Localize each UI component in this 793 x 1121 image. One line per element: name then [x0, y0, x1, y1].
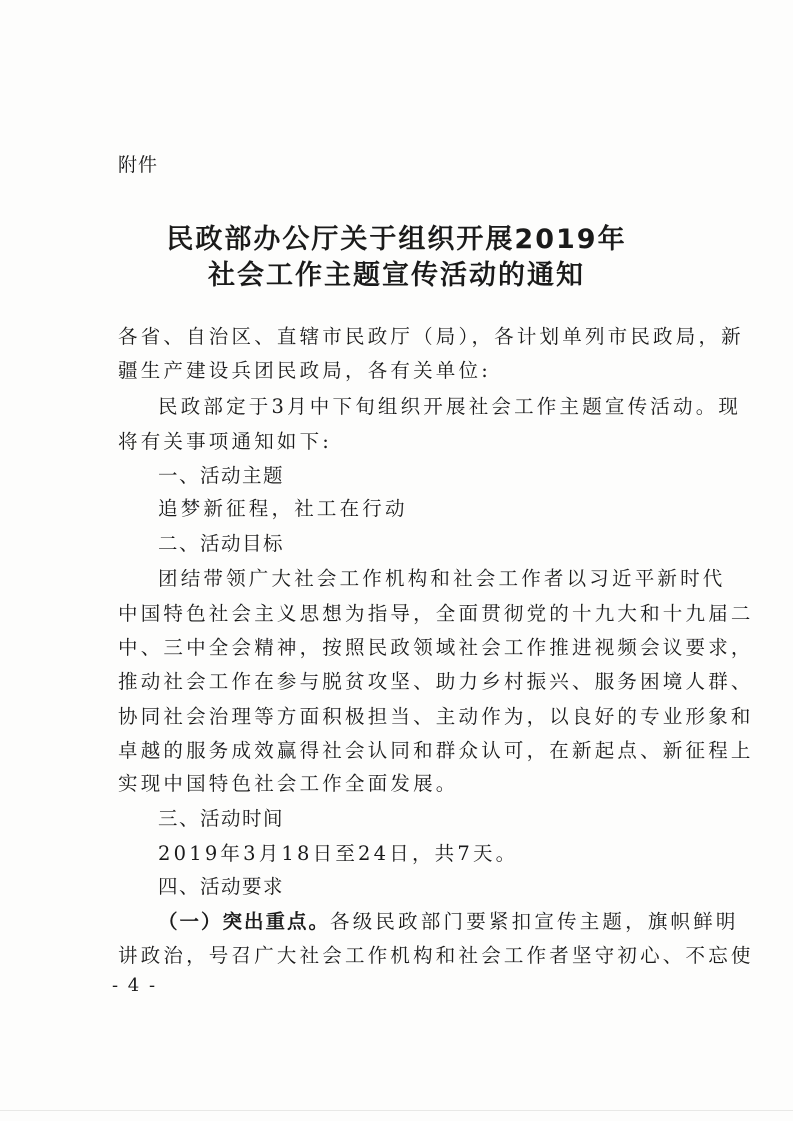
page-number: - 4 - — [112, 975, 158, 996]
attachment-label: 附件 — [118, 154, 159, 176]
document-title-line-1: 民政部办公厅关于组织开展2019年 — [166, 224, 627, 255]
section-3-text: 2019年3月18日至24日，共7天。 — [158, 842, 519, 865]
section-2-line: 团结带领广大社会工作机构和社会工作者以习近平新时代 — [158, 567, 726, 590]
section-4-item-1-line-1 — [158, 908, 739, 936]
section-4-item-1-line-2: 讲政治，号召广大社会工作机构和社会工作者坚守初心、不忘使 — [118, 944, 754, 967]
section-2-line: 协同社会治理等方面积极担当、主动作为，以良好的专业形象和 — [118, 705, 754, 728]
section-4-heading: 四、活动要求 — [158, 875, 285, 898]
section-1-text: 追梦新征程，社工在行动 — [158, 497, 408, 520]
document-title-line-2: 社会工作主题宣传活动的通知 — [208, 260, 585, 291]
intro-line-1: 民政部定于3月中下旬组织开展社会工作主题宣传活动。现 — [158, 395, 742, 418]
section-2-line: 实现中国特色社会工作全面发展。 — [118, 772, 459, 795]
page-edge-divider — [0, 1110, 793, 1111]
section-4-item-1-text: 各级民政部门要紧扣宣传主题，旗帜鲜明 — [330, 910, 739, 933]
section-2-heading: 二、活动目标 — [158, 532, 285, 555]
intro-line-2: 将有关事项通知如下: — [118, 430, 333, 453]
recipients-line-2: 疆生产建设兵团民政局，各有关单位: — [118, 359, 491, 382]
section-2-line: 中、三中全会精神，按照民政领域社会工作推进视频会议要求， — [118, 636, 754, 659]
section-2-line: 中国特色社会主义思想为指导，全面贯彻党的十九大和十九届二 — [118, 602, 754, 625]
section-2-line: 推动社会工作在参与脱贫攻坚、助力乡村振兴、服务困境人群、 — [118, 670, 754, 693]
section-4-item-1-lead: （一）突出重点。 — [158, 910, 331, 933]
section-1-heading: 一、活动主题 — [158, 464, 285, 487]
section-3-heading: 三、活动时间 — [158, 807, 285, 830]
recipients-line-1: 各省、自治区、直辖市民政厅（局），各计划单列市民政局，新 — [118, 325, 744, 348]
section-2-line: 卓越的服务成效赢得社会认同和群众认可，在新起点、新征程上 — [118, 739, 754, 762]
